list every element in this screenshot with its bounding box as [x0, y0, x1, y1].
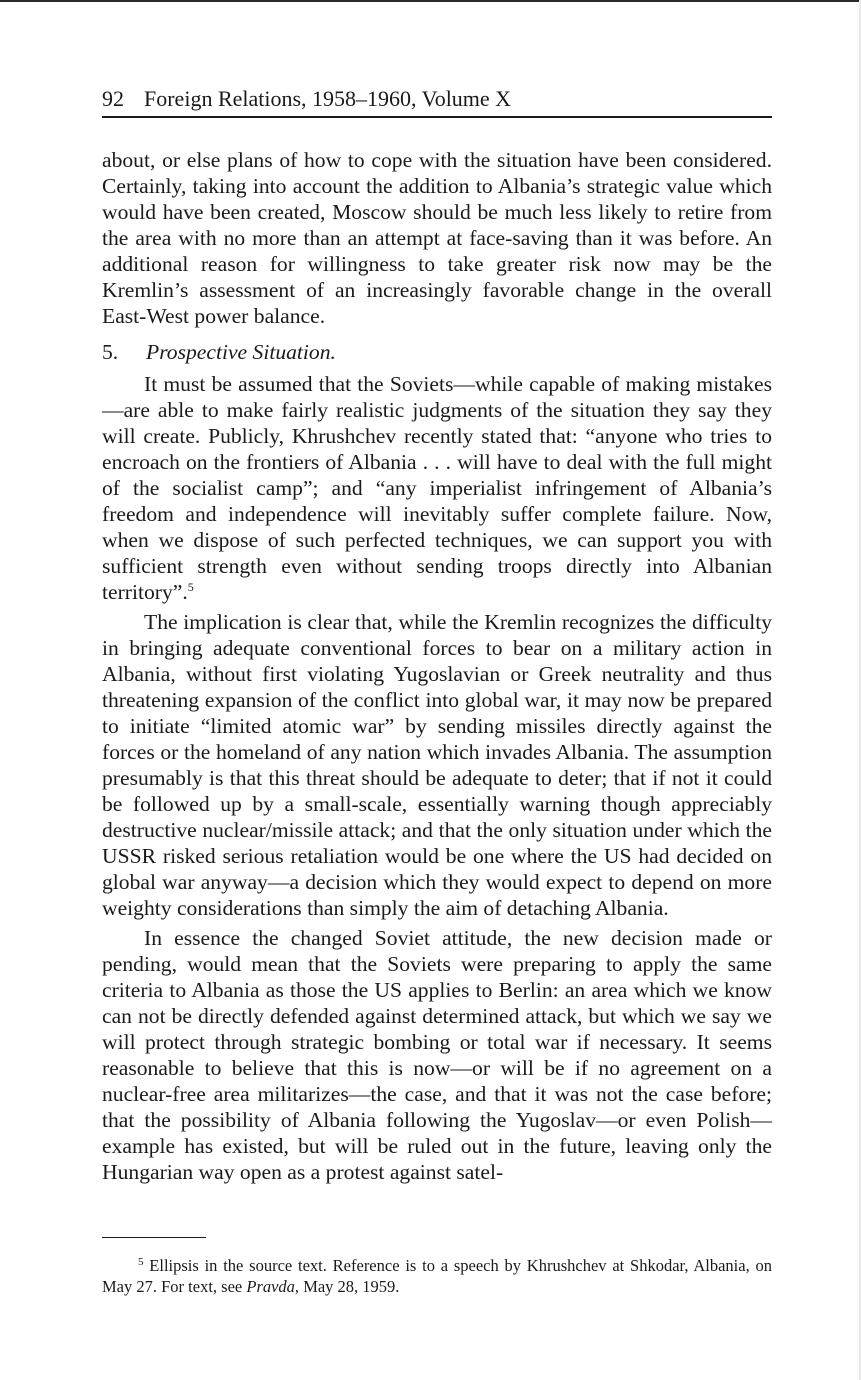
main-text — [102, 147, 772, 1189]
footnote — [102, 1255, 772, 1297]
paragraph-prospective-situation — [102, 371, 772, 605]
page-top-edge — [0, 0, 861, 2]
page-number: 92 — [102, 86, 124, 111]
section-heading — [102, 339, 772, 365]
footnote-text: Ellipsis in the source text. Reference is to a speech by Khrushchev at Shkodar, Albania, on May 27. For text, see — [102, 1256, 773, 1296]
running-title: Foreign Relations, 1958–1960, Volume X — [144, 86, 512, 111]
paragraph-continued: about, or else plans of how to cope with the situation have been considered. Certainly, taking into account the addition to Albania’s strategic value which would have been created, Moscow should be much less likely to retire from the area with no more than an attempt at face-saving than it was before. An additional reason for willingness to take greater risk now may be the Kremlin’s assessment of an increasingly favorable change in the overall East-West power balance. — [102, 148, 772, 328]
paragraph-implication: The implication is clear that, while the Kremlin recognizes the difficulty in bringing adequate conventional forces to bear on a military action in Albania, without first violating Yugoslavian or Greek neutrality and thus threatening expansion of the conflict into global war, it may now be prepared to initiate “limited atomic war” by sending missiles directly against the forces or the homeland of any nation which invades Albania. The assumption presumably is that this threat should be adequate to deter; that if not it could be followed up by a small-scale, essentially warning though appreciably destructive nuclear/missile attack; and that the only situation under which the USSR risked serious retaliation would be one where the US had decided on global war anyway—a decision which they would expect to depend on more weighty considerations than simply the aim of detaching Albania. — [102, 610, 772, 920]
paragraph-essence: In essence the changed Soviet attitude, the new decision made or pending, would mean that the Soviets were preparing to apply the same criteria to Albania as those the US applies to Berlin: an area which we know can not be directly defended against determined attack, but which we say we will protect through strategic bombing or total war if necessary. It seems reasonable to believe that this is now—or will be if no agreement on a nuclear-free area militarizes—the case, and that it was not the case before; that the possibility of Albania following the Yugoslav—or even Polish—example has existed, but will be ruled out in the future, leaving only the Hungarian way open as a protest against satel- — [102, 926, 772, 1184]
running-header — [102, 84, 772, 118]
footnote-separator — [102, 1237, 206, 1238]
paragraph-text: It must be assumed that the Soviets—while capable of making mistakes—are able to make fairly realistic judgments of the situation they say they will create. Publicly, Khrushchev recently stated that: “anyone who tries to encroach on the frontiers of Albania . . . will have to deal with the full might of the socialist camp”; and “any imperialist infringement of Albania’s freedom and independence will inevitably suffer complete failure. Now, when we dispose of such perfected techniques, we can support you with sufficient strength even without sending troops directly into Albanian territory”. — [102, 372, 772, 604]
section-title: Prospective Situation. — [146, 340, 336, 364]
footnote-marker: 5 — [138, 1256, 144, 1268]
section-number: 5. — [102, 340, 119, 364]
footnote-source-title: Pravda, — [246, 1277, 300, 1296]
footnote-reference: 5 — [187, 580, 194, 594]
footnote-date: May 28, 1959. — [299, 1277, 400, 1296]
